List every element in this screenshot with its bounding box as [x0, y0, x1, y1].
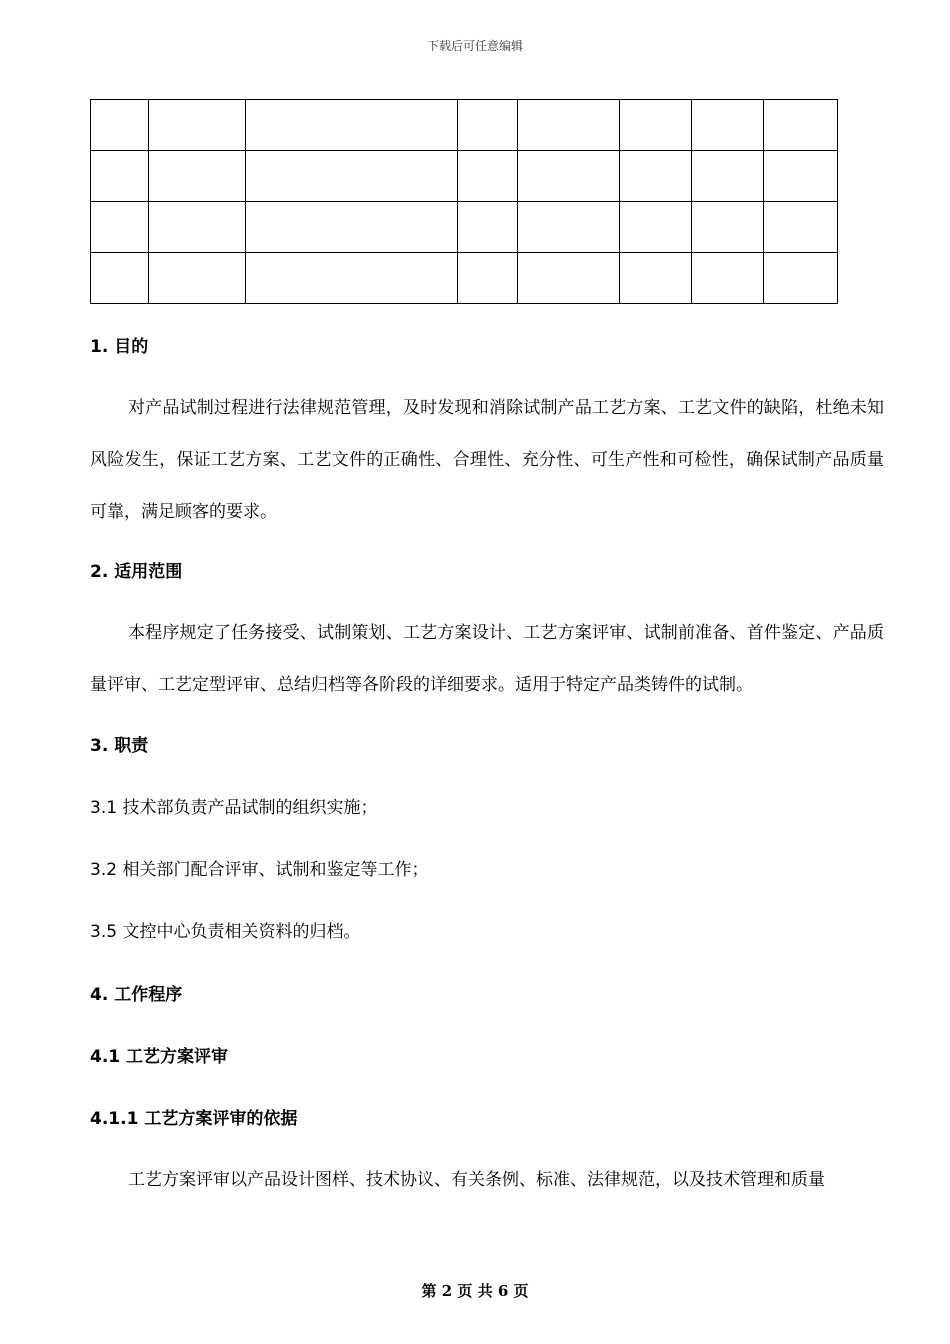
section-4-1-1-text: 工艺方案评审以产品设计图样、技术协议、有关条例、标准、法律规范，以及技术管理和质量: [128, 1170, 825, 1190]
table-cell: [246, 253, 458, 304]
section-3-title: 3. 职责: [90, 736, 149, 756]
table-cell: [764, 100, 838, 151]
table-cell: [518, 253, 620, 304]
table-cell: [692, 202, 764, 253]
table-cell: [518, 100, 620, 151]
section-2-title: 2. 适用范围: [90, 562, 183, 582]
page-footer-info: 第 2 页 共 6 页: [421, 1282, 529, 1300]
table-cell: [764, 151, 838, 202]
table-cell: [620, 100, 692, 151]
section-3-item: 3.2 相关部门配合评审、试制和鉴定等工作；: [90, 860, 429, 880]
page-header-note: 下载后可任意编辑: [426, 39, 523, 53]
table-cell: [91, 202, 149, 253]
table-row: [91, 253, 838, 304]
table-cell: [458, 100, 518, 151]
section-4-title: 4. 工作程序: [90, 985, 183, 1005]
section-1-text: 对产品试制过程进行法律规范管理，及时发现和消除试制产品工艺方案、工艺文件的缺陷，杜绝未知风险发生，保证工艺方案、工艺文件的正确性、合理性、充分性、可生产性和可检性，确保试制产品质量可靠，满足顾客的要求。: [90, 398, 884, 522]
table-cell: [692, 100, 764, 151]
table-cell: [91, 100, 149, 151]
table-cell: [246, 202, 458, 253]
table-cell: [764, 253, 838, 304]
section-2-text: 本程序规定了任务接受、试制策划、工艺方案设计、工艺方案评审、试制前准备、首件鉴定、产品质量评审、工艺定型评审、总结归档等各阶段的详细要求。适用于特定产品类铸件的试制。: [90, 623, 884, 695]
table-row: [91, 100, 838, 151]
table-cell: [149, 151, 246, 202]
table-cell: [458, 253, 518, 304]
table-cell: [246, 151, 458, 202]
section-4-1-title: 4.1 工艺方案评审: [90, 1047, 229, 1067]
table-cell: [692, 151, 764, 202]
table-cell: [692, 253, 764, 304]
table-cell: [458, 151, 518, 202]
empty-grid-table: [90, 99, 838, 304]
table-cell: [91, 253, 149, 304]
table-cell: [620, 202, 692, 253]
table-cell: [246, 100, 458, 151]
table-cell: [764, 202, 838, 253]
section-1-title: 1. 目的: [90, 337, 149, 357]
table-row: [91, 151, 838, 202]
table-cell: [149, 100, 246, 151]
section-4-1-1-title: 4.1.1 工艺方案评审的依据: [90, 1109, 298, 1129]
table-cell: [620, 151, 692, 202]
table-row: [91, 202, 838, 253]
section-3-item: 3.1 技术部负责产品试制的组织实施；: [90, 798, 378, 818]
table-cell: [458, 202, 518, 253]
table-cell: [91, 151, 149, 202]
section-3-item: 3.5 文控中心负责相关资料的归档。: [90, 922, 361, 942]
table-cell: [620, 253, 692, 304]
table-cell: [149, 202, 246, 253]
table-cell: [149, 253, 246, 304]
table-body: [91, 100, 838, 304]
table-cell: [518, 202, 620, 253]
table-cell: [518, 151, 620, 202]
